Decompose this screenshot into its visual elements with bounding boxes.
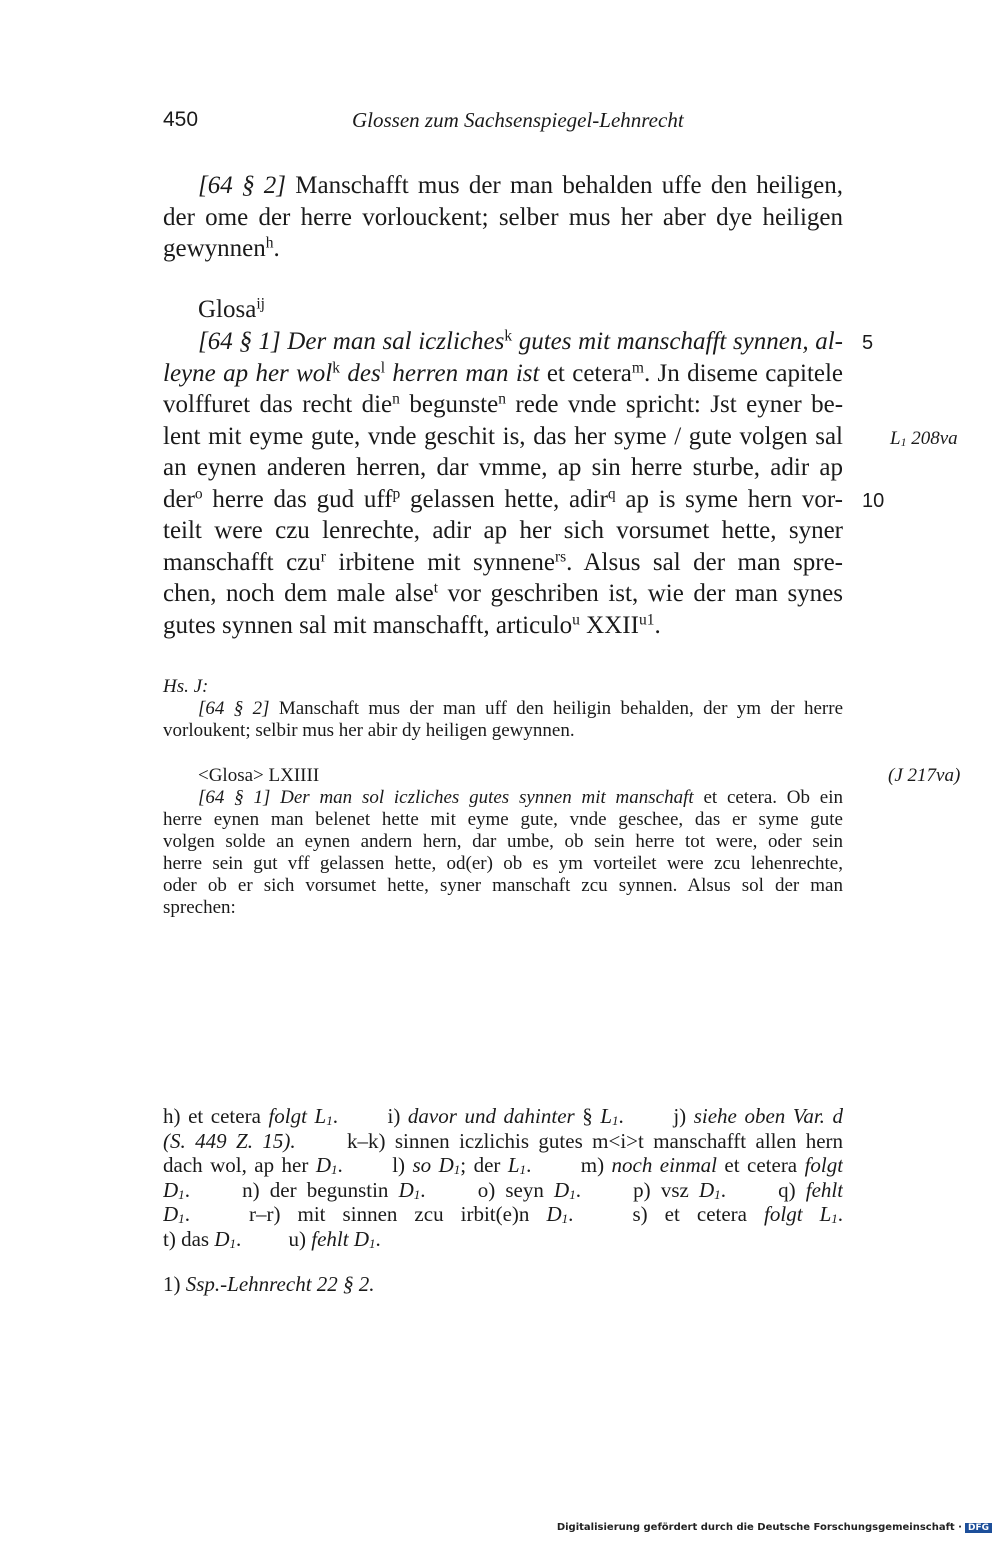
text-line: oder ob er sich vorsumet hette, syner manschaft zcu synnen. Alsus sol der man	[163, 875, 843, 896]
main-paragraph-1	[163, 170, 843, 265]
running-title: Glossen zum Sachsenspiegel-Lehnrecht	[352, 108, 684, 132]
section-ref: [64 § 2]	[198, 172, 286, 199]
text-line: [64 § 1] Der man sol iczliches gutes synnen mit manschaft et cetera. Ob ein	[198, 787, 843, 808]
hs-j-glosa-heading: <Glosa> LXIIII	[198, 765, 320, 786]
line-number-10: 10	[862, 490, 885, 512]
apparatus-line: dach wol, ap her $D_1$. l) so $D_1$; der $L_1$. m) noch einmal et cetera folgt	[163, 1153, 843, 1177]
text-line: lent mit eyme gute, vnde geschit is, das her syme / gute volgen sal	[163, 422, 843, 450]
text-line: [64 § 2] Manschafft mus der man behalden uffe den heiligen,	[198, 172, 843, 199]
text-line: leyne ap her wol$^k$ des$^l$ herren man ist et cetera$^m$. Jn diseme capitele	[163, 358, 843, 387]
text-line: [64 § 1] Der man sal iczliches$^k$ gutes mit manschafft synnen, al-	[198, 327, 843, 355]
text-line: herre eynen man belenet hette mit eyme gute, vnde geschee, das er syme gute	[163, 809, 843, 830]
glosa-heading: Glosa$^{ij}$	[198, 295, 265, 323]
page-number: 450	[163, 108, 199, 131]
hs-j-section	[163, 676, 843, 742]
critical-apparatus	[163, 1104, 843, 1251]
text-line: manschafft czu$^r$ irbitene mit synnene$^{rs}$. Alsus sal der man spre-	[163, 547, 843, 576]
text-line: volgen solde an eynen andern hern, dar umbe, ob sein herre tot were, oder sein	[163, 831, 843, 852]
text-line: vorloukent; selbir mus her abir dy heiligen gewynnen.	[163, 720, 575, 741]
text-line: chen, noch dem male alse$^t$ vor geschriben ist, wie der man synes	[163, 579, 843, 607]
apparatus-line: $D_1$. r–r) mit sinnen zcu irbit(e)n $D_1$. s) et cetera folgt $L_1$.	[163, 1202, 843, 1226]
text-line: herre sein gut vff gelassen hette, od(er) ob es ym vorteilet were zcu lehenrechte,	[163, 853, 843, 874]
text-line: teilt were czu lenrechte, adir ap her sich vorsumet hette, syner	[163, 517, 843, 544]
line-number-5: 5	[862, 332, 874, 354]
hs-j-label: Hs. J:	[163, 676, 209, 697]
hs-j-glosa	[163, 765, 843, 919]
text-line: gewynnen$^h$.	[163, 234, 280, 262]
apparatus-line: h) et cetera folgt $L_1$. i) davor und dahinter § $L_1$. j) siehe oben Var. d	[163, 1104, 843, 1128]
footnote: 1) Ssp.-Lehnrecht 22 § 2.	[163, 1272, 375, 1296]
text-line: an eynen anderen herren, dar vmme, ap sin herre sturbe, adir ap	[163, 454, 843, 481]
apparatus-line: (S. 449 Z. 15). k–k) sinnen iczlichis gutes m<i>t manschafft allen hern	[163, 1128, 843, 1153]
funding-credit: Digitalisierung gefördert durch die Deutsche Forschungsgemeinschaft · DFG	[557, 1522, 992, 1533]
apparatus-line: t) das $D_1$. u) fehlt $D_1$.	[163, 1226, 381, 1251]
text-line: der$^o$ herre das gud uff$^p$ gelassen hette, adir$^q$ ap is syme hern vor-	[163, 484, 843, 513]
text-line: [64 § 2] Manschaft mus der man uff den heiligin behalden, der ym der herre	[198, 698, 843, 719]
text-line: sprechen:	[163, 897, 236, 918]
dfg-logo: DFG	[965, 1523, 992, 1533]
text-line: volffuret das recht die$^n$ begunste$^n$ rede vnde spricht: Jst eyner be-	[163, 390, 843, 418]
glosa-text	[163, 326, 843, 641]
text-line: der ome der herre vorlouckent; selber mus her aber dye heiligen	[163, 203, 843, 231]
hs-j-margin-ref: (J 217va)	[888, 765, 961, 786]
apparatus-line: $D_1$. n) der begunstin $D_1$. o) seyn $D_1$. p) vsz $D_1$. q) fehlt	[163, 1177, 843, 1202]
text-line: gutes synnen sal mit manschafft, articulo$^u$ $XXII^{u1}$.	[163, 610, 661, 639]
margin-folio-ref: $L_1$ 208va	[890, 428, 958, 449]
